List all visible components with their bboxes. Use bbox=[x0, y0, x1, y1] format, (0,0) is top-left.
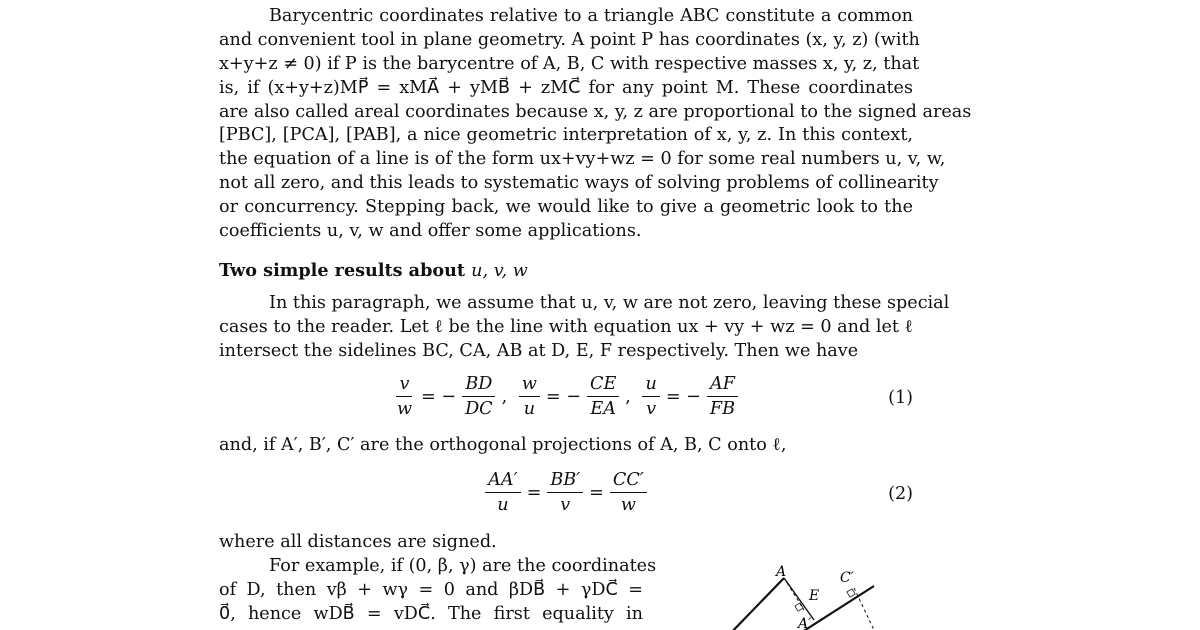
para3-line: For example, if (0, β, γ) are the coordinates bbox=[269, 555, 657, 576]
numerator: BB′ bbox=[547, 470, 583, 493]
fraction bbox=[485, 470, 520, 515]
fraction bbox=[587, 374, 619, 419]
denominator: w bbox=[396, 399, 412, 419]
intro-paragraph bbox=[219, 5, 972, 244]
intro-line: Barycentric coordinates relative to a triangle ABC constitute a common bbox=[269, 6, 913, 26]
intro-line: the equation of a line is of the form ux+vy+wz = 0 for some real numbers u, v, w, bbox=[219, 149, 946, 170]
section-title: Two simple results about bbox=[219, 260, 466, 281]
fraction bbox=[707, 374, 738, 419]
denominator: DC bbox=[465, 399, 493, 419]
denominator: u bbox=[523, 399, 536, 419]
para2-line: cases to the reader. Let ℓ be the line with equation ux + vy + wz = 0 and let ℓ bbox=[219, 316, 913, 337]
equation-1-number: (1) bbox=[888, 388, 913, 408]
line-ell bbox=[774, 586, 874, 630]
numerator: w bbox=[519, 374, 540, 397]
numerator: AA′ bbox=[485, 470, 520, 493]
para3-line: where all distances are signed. bbox=[219, 532, 497, 552]
fraction bbox=[642, 374, 659, 419]
denominator: u bbox=[497, 495, 509, 515]
projection-c bbox=[854, 588, 874, 630]
denominator: w bbox=[620, 495, 636, 515]
section-title-math: u, v, w bbox=[471, 261, 528, 281]
intro-line: x+y+z ≠ 0) if P is the barycentre of A, B, C with respective masses x, y, z, that bbox=[219, 53, 920, 74]
fraction bbox=[394, 374, 415, 419]
denominator: v bbox=[646, 399, 657, 419]
numerator: CE bbox=[587, 374, 619, 397]
numerator: CC′ bbox=[610, 470, 647, 493]
denominator: v bbox=[560, 495, 571, 515]
section-heading bbox=[219, 260, 528, 281]
side-ab bbox=[724, 578, 784, 630]
equation-2-number: (2) bbox=[888, 484, 913, 504]
equation-2 bbox=[219, 470, 913, 520]
intro-line: and convenient tool in plane geometry. A point P has coordinates (x, y, z) (with bbox=[219, 29, 920, 50]
numerator: AF bbox=[707, 374, 738, 397]
label-a: A bbox=[776, 564, 787, 580]
para3-line: 0⃗, hence wDB⃗ = vDC⃗. The first equality in bbox=[219, 603, 643, 624]
para2-line: intersect the sidelines BC, CA, AB at D, E, F respectively. Then we have bbox=[219, 340, 859, 361]
denominator: FB bbox=[709, 399, 736, 419]
fraction bbox=[547, 470, 583, 515]
paragraph-2 bbox=[219, 292, 950, 364]
intro-line: or concurrency. Stepping back, we would like to give a geometric look to the bbox=[219, 197, 913, 218]
right-angle-mark-c bbox=[847, 589, 855, 597]
triangle-figure bbox=[724, 560, 884, 630]
label-e: E bbox=[809, 588, 820, 604]
fraction bbox=[610, 470, 647, 515]
fraction bbox=[519, 374, 540, 419]
equation-1 bbox=[219, 374, 913, 424]
equation-2-body: $\frac{AA'}{u}$ = $\frac{BB'}{v}$ = $\frac{CC'}{w}$ bbox=[219, 470, 913, 515]
label-a-prime: A′ bbox=[798, 616, 812, 630]
label-c-prime: C′ bbox=[840, 570, 854, 586]
numerator: BD bbox=[462, 374, 495, 397]
para3-line: of D, then vβ + wγ = 0 and βDB⃗ + γDC⃗ = bbox=[219, 579, 643, 600]
numerator: v bbox=[396, 374, 412, 397]
para2-line: In this paragraph, we assume that u, v, w are not zero, leaving these special bbox=[269, 293, 950, 313]
denominator: EA bbox=[590, 399, 616, 419]
between-text: and, if A′, B′, C′ are the orthogonal projections of A, B, C onto ℓ, bbox=[219, 435, 787, 455]
intro-line: not all zero, and this leads to systematic ways of solving problems of collinearity bbox=[219, 173, 939, 194]
intro-line: is, if (x+y+z)MP⃗ = xMA⃗ + yMB⃗ + zMC⃗ for any point M. These coordinates bbox=[219, 77, 913, 98]
numerator: u bbox=[642, 374, 659, 397]
between-equations-text bbox=[219, 434, 913, 458]
intro-line: coefficients u, v, w and offer some applications. bbox=[219, 221, 642, 242]
intro-line: [PBC], [PCA], [PAB], a nice geometric interpretation of x, y, z. In this context, bbox=[219, 125, 913, 146]
fraction bbox=[462, 374, 496, 419]
paragraph-3 bbox=[219, 531, 657, 627]
equation-1-body: $\frac{v}{w}$ = − $\frac{BD}{DC}$ , $\frac{w}{u}$ = − $\frac{CE}{EA}$ , $\frac{u}{v}$ = − $\frac{AF}{FB}$ bbox=[219, 374, 913, 419]
intro-line: are also called areal coordinates because x, y, z are proportional to the signed areas bbox=[219, 101, 972, 122]
